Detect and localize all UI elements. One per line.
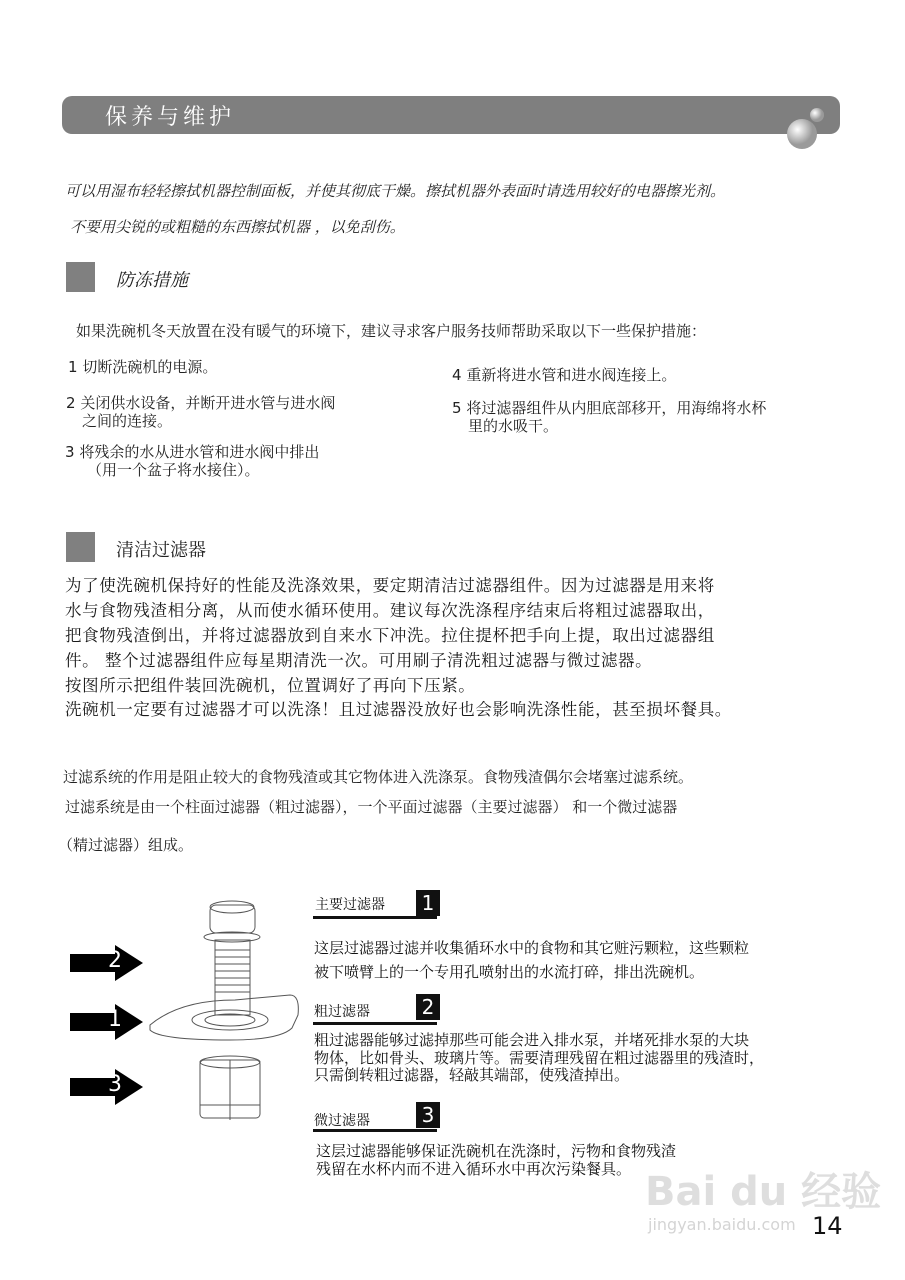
- page-number: 14: [812, 1212, 843, 1240]
- bubble-decoration-icon: [780, 104, 830, 154]
- filter-number-badge: 2: [416, 994, 440, 1020]
- arrow-callout-1: 1: [70, 1004, 145, 1044]
- step-5: 5 将过滤器组件从内胆底部移开，用海绵将水杯 里的水吸干。: [452, 399, 767, 435]
- filter-system-line: 过滤系统是由一个柱面过滤器（粗过滤器），一个平面过滤器（主要过滤器） 和一个微过滤器: [65, 798, 678, 816]
- filter-number-badge: 1: [416, 890, 440, 916]
- heading-underline: [313, 1022, 437, 1025]
- page-title: 保养与维护: [105, 105, 236, 130]
- filter-heading-coarse: 粗过滤器: [314, 1004, 370, 1020]
- step-4: 4 重新将进水管和进水阀连接上。: [452, 366, 677, 384]
- antifreeze-lead: 如果洗碗机冬天放置在没有暖气的环境下，建议寻求客户服务技师帮助采取以下一些保护措施：: [76, 322, 707, 340]
- cleaning-line: 按图所示把组件装回洗碗机，位置调好了再向下压紧。: [65, 676, 476, 695]
- cleaning-line: 为了使洗碗机保持好的性能及洗涤效果，要定期清洁过滤器组件。因为过滤器是用来将: [65, 576, 715, 595]
- intro-line: 不要用尖锐的或粗糙的东西擦拭机器 ，以免刮伤。: [70, 218, 405, 236]
- section-title-cleaning: 清洁过滤器: [116, 540, 206, 561]
- cleaning-line: 洗碗机一定要有过滤器才可以洗涤！且过滤器没放好也会影响洗涤性能，甚至损坏餐具。: [65, 700, 732, 719]
- cleaning-line: 水与食物残渣相分离，从而使水循环使用。建议每次洗涤程序结束后将粗过滤器取出，: [65, 601, 715, 620]
- arrow-callout-2: 2: [70, 945, 145, 985]
- watermark-logo: Bai du 经验: [645, 1169, 882, 1215]
- step-2: 2 关闭供水设备，并断开进水管与进水阀 之间的连接。: [66, 394, 336, 430]
- arrow-callout-3: 3: [70, 1069, 145, 1109]
- section-marker: [66, 262, 95, 292]
- section-marker: [66, 532, 95, 562]
- filter-number-badge: 3: [416, 1102, 440, 1128]
- filter-heading-micro: 微过滤器: [314, 1113, 370, 1129]
- filter-system-line: 过滤系统的作用是阻止较大的食物残渣或其它物体进入洗涤泵。食物残渣偶尔会堵塞过滤系统。: [63, 768, 694, 786]
- step-1: 1 切断洗碗机的电源。: [68, 358, 218, 376]
- intro-line: 可以用湿布轻轻擦拭机器控制面板，并使其彻底干燥。擦拭机器外表面时请选用较好的电器擦光剂。: [65, 182, 726, 200]
- section-title-antifreeze: 防冻措施: [116, 270, 188, 291]
- cleaning-line: 件。 整个过滤器组件应每星期清洗一次。可用刷子清洗粗过滤器与微过滤器。: [65, 651, 653, 670]
- filter-desc-main: 这层过滤器过滤并收集循环水中的食物和其它赃污颗粒，这些颗粒 被下喷臂上的一个专用孔喷射出的水流打碎，排出洗碗机。: [314, 939, 750, 981]
- cleaning-line: 把食物残渣倒出，并将过滤器放到自来水下冲洗。拉住提杯把手向上提，取出过滤器组: [65, 626, 715, 645]
- filter-system-line: （精过滤器）组成。: [58, 836, 194, 854]
- watermark-url: jingyan.baidu.com: [648, 1215, 796, 1234]
- heading-underline: [313, 916, 437, 919]
- heading-underline: [313, 1129, 437, 1132]
- filter-heading-main: 主要过滤器: [315, 897, 385, 913]
- filter-desc-coarse: 粗过滤器能够过滤掉那些可能会进入排水泵，并堵死排水泵的大块 物体，比如骨头、玻璃片等。需要清理残留在粗过滤器里的残渣时， 只需倒转粗过滤器，轻敲其端部，使残渣掉出。: [314, 1031, 765, 1084]
- step-3: 3 将残余的水从进水管和进水阀中排出 （用一个盆子将水接住）。: [65, 443, 320, 479]
- filter-desc-micro: 这层过滤器能够保证洗碗机在洗涤时，污物和食物残渣 残留在水杯内而不进入循环水中再次污染餐具。: [316, 1142, 677, 1178]
